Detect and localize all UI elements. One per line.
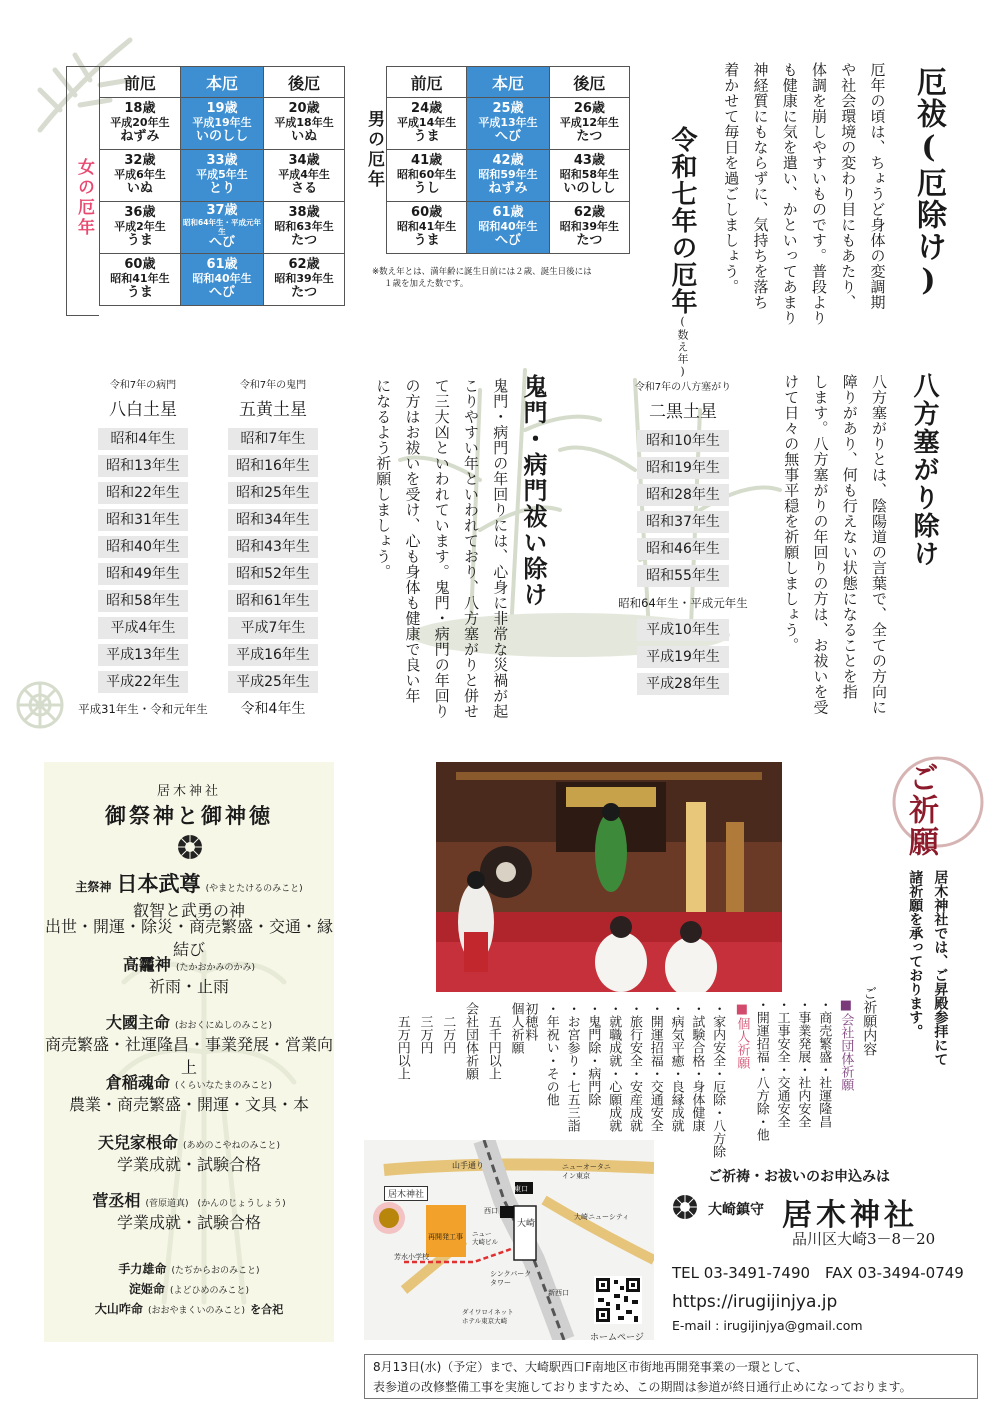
list-star-name: 八白土星 xyxy=(109,400,177,420)
table-cell: 37歳 昭和64年生・平成元年生 へび xyxy=(180,202,263,254)
table-cell: 32歳 平成6年生 いぬ xyxy=(100,150,181,202)
list-item: 昭和16年生 xyxy=(228,455,318,477)
yakubarai-title: 厄祓(厄除け) xyxy=(911,66,946,300)
kimon-year-list xyxy=(228,376,318,725)
header-ato: 後厄 xyxy=(549,67,629,98)
construction-notice xyxy=(364,1354,978,1399)
female-table-frame xyxy=(66,66,99,316)
deity-takaokami: 高龗神 (たかおかみのかみ) xyxy=(122,955,256,974)
map-label-osaki: 大崎 xyxy=(517,1219,536,1229)
list-item: 平成31年生・令和元年生 xyxy=(78,702,208,716)
table-row xyxy=(100,150,345,202)
list-item: 昭和37年生 xyxy=(637,511,729,533)
kimon-body: 鬼門・病門の年回りには、心身に非常な災禍が起 こりやすい年といわれており、八方塞がりと併せ て三大凶といわれています。鬼門・病門の年回り の方はお祓いを受け、心も身体も健康で良い年 になるよう祈願しましょう。 xyxy=(374,378,510,719)
chrysanthemum-crest-icon xyxy=(177,834,203,860)
shrine-sub-title: 居木神社 xyxy=(156,784,221,799)
deity-benefit: 農業・商売繁盛・開運・文具・本 xyxy=(68,1095,309,1114)
reiwa7-title-text: 令和七年の厄年 xyxy=(667,126,697,315)
list-item: 平成13年生 xyxy=(98,644,188,666)
yakubarai-body: 厄年の頃は、ちょうど身体の変調期 や社会環境の変わり目にもあたり、 体調を崩しやすいものです。普段より も健康に気を遣い、かといってあまり 神経質にもならずに、気持ちを落ち 着かせて毎日を過ごしましょう。 xyxy=(722,62,887,326)
list-item: 昭和43年生 xyxy=(228,536,318,558)
list-item: 昭和46年生 xyxy=(637,538,729,560)
table-header-row xyxy=(100,67,345,98)
table-header-row xyxy=(387,67,630,98)
table-cell: 18歳 平成20年生 ねずみ xyxy=(100,98,181,150)
header-mae: 前厄 xyxy=(100,67,181,98)
reiwa7-yakudoshi-title xyxy=(664,64,731,379)
table-cell: 60歳 昭和41年生 うま xyxy=(100,254,181,306)
table-cell: 36歳 平成2年生 うま xyxy=(100,202,181,254)
table-cell: 60歳 昭和41年生 うま xyxy=(387,202,467,254)
deity-oyamakui: 大山咋命 (おおやまくいのみこと) を合祀 xyxy=(94,1302,284,1316)
notice-line-2: 表参道の改修整備工事を実施しておりますため、この期間は参道が終日通行止めになっております。 xyxy=(373,1380,912,1394)
list-item: 昭和61年生 xyxy=(228,590,318,612)
main-deity-name: 日本武尊 xyxy=(116,871,201,896)
list-item: 平成16年生 xyxy=(228,644,318,666)
list-item: 昭和19年生 xyxy=(637,457,729,479)
table-row xyxy=(387,202,630,254)
list-item: 平成25年生 xyxy=(228,671,318,693)
qr-code-icon xyxy=(594,1276,642,1324)
map-label-east-exit: 東口 xyxy=(514,1185,528,1193)
map-label-shrine: 居木神社 xyxy=(384,1186,428,1201)
deity-tajikarao: 手力雄命 (たぢからおのみこと) xyxy=(118,1262,260,1276)
gokigan-cat1: ■会社団体祈願 xyxy=(838,998,854,1091)
table-cell: 26歳 平成12年生 たつ xyxy=(549,98,629,150)
map-label-redevelop: 再開発工事 xyxy=(428,1233,463,1241)
list-item: 平成22年生 xyxy=(98,671,188,693)
reiwa7-note: (数え年) xyxy=(676,315,689,379)
hp-label: ホームページ xyxy=(590,1333,644,1343)
contact-url[interactable]: https://irugijinjya.jp xyxy=(672,1292,838,1312)
footnote-line-2: １歳を加えた数です。 xyxy=(384,279,469,289)
table-cell: 33歳 平成5年生 とり xyxy=(180,150,263,202)
list-head-label: 令和7年の鬼門 xyxy=(239,380,307,391)
table-cell: 42歳 昭和59年生 ねずみ xyxy=(467,150,550,202)
main-deity xyxy=(44,868,334,898)
list-item: 昭和49年生 xyxy=(98,563,188,585)
male-table-label: 男の厄年 xyxy=(364,110,384,190)
list-item: 令和4年生 xyxy=(240,701,306,717)
gokigan-list-title: ご祈願内容 xyxy=(861,986,878,1056)
male-table-footnote xyxy=(372,266,592,290)
table-row xyxy=(100,202,345,254)
list-star-name: 五黄土星 xyxy=(239,400,307,420)
fee-body: 個人祈願 五千円以上 会社団体祈願 二万円 三万円 五万円以上 xyxy=(394,1002,524,1080)
main-deity-yomi: (やまとたけるのみこと) xyxy=(205,884,303,894)
table-row xyxy=(387,98,630,150)
list-item: 昭和22年生 xyxy=(98,482,188,504)
shrine-box-title: 御祭神と御神徳 xyxy=(105,803,273,828)
table-cell: 38歳 昭和63年生 たつ xyxy=(264,202,345,254)
prayer-ceremony-photo xyxy=(436,762,782,992)
deity-benefit: 商売繁盛・社運隆昌・事業発展・営業向上 xyxy=(44,1035,333,1077)
female-table-label: 女の厄年 xyxy=(74,158,94,238)
list-item: 昭和40年生 xyxy=(98,536,188,558)
list-item: 昭和52年生 xyxy=(228,563,318,585)
shrine-deities-box xyxy=(44,762,334,1342)
list-item: 平成10年生 xyxy=(637,619,729,641)
contact-tel-fax: TEL 03-3491-7490 FAX 03-3494-0749 xyxy=(672,1264,964,1282)
list-item: 昭和58年生 xyxy=(98,590,188,612)
shrine-address: 品川区大崎3－8－20 xyxy=(792,1230,936,1248)
main-deity-benefit-2: 出世・開運・除災・商売繁盛・交通・縁結び xyxy=(44,917,333,959)
header-mae: 前厄 xyxy=(387,67,467,98)
list-item: 平成19年生 xyxy=(637,646,729,668)
list-item: 昭和25年生 xyxy=(228,482,318,504)
map-label-think-park: シンクパーク タワー xyxy=(490,1270,532,1287)
header-ato: 後厄 xyxy=(264,67,345,98)
table-cell: 20歳 平成18年生 いぬ xyxy=(264,98,345,150)
gokigan-cat2-items: ・家内安全・厄除・八方除 ・試験合格・身体健康 ・病気平癒・良縁成就 ・開運招福・交通安全 ・旅行安全・安産成就 ・就職成就・心願成就 ・鬼門除・病門除 ・お宮参り・七五三詣 ・年祝い・その他 xyxy=(543,1002,726,1158)
main-deity-benefit-1: 叡智と武勇の神 xyxy=(132,901,245,920)
list-item: 昭和7年生 xyxy=(228,428,318,450)
gokigan-seal: ご祈願 xyxy=(903,762,938,858)
list-item: 昭和64年生・平成元年生 xyxy=(618,596,748,610)
table-cell: 61歳 昭和40年生 へび xyxy=(180,254,263,306)
table-row xyxy=(100,98,345,150)
deity-amenokoyane: 天兒家根命 (あめのこやねのみこと) xyxy=(97,1133,281,1152)
list-item: 昭和4年生 xyxy=(98,428,188,450)
list-item: 昭和10年生 xyxy=(637,430,729,452)
table-cell: 41歳 昭和60年生 うし xyxy=(387,150,467,202)
list-item: 昭和13年生 xyxy=(98,455,188,477)
list-star-name: 二黒土星 xyxy=(649,402,717,422)
table-cell: 34歳 平成4年生 さる xyxy=(264,150,345,202)
table-cell: 25歳 平成13年生 へび xyxy=(467,98,550,150)
table-cell: 61歳 昭和40年生 へび xyxy=(467,202,550,254)
table-cell: 62歳 昭和39年生 たつ xyxy=(264,254,345,306)
chrysanthemum-decoration xyxy=(10,670,70,740)
table-cell: 19歳 平成19年生 いのしし xyxy=(180,98,263,150)
happou-title: 八方塞がり除け xyxy=(909,372,939,568)
deity-benefit: 学業成就・試験合格 xyxy=(116,1213,261,1232)
byomon-year-list xyxy=(68,376,218,725)
fee-title: 初穂料 xyxy=(522,1002,538,1041)
notice-line-1: 8月13日(水)（予定）まで、大崎駅西口F南地区市街地再開発事業の一環として、 xyxy=(373,1360,808,1374)
contact-email[interactable]: E-mail : irugijinjya@gmail.com xyxy=(672,1318,863,1333)
happou-body: 八方塞がりとは、陰陽道の言葉で、全ての方向に 障りがあり、何も行えない状態になることを指 します。八方塞がりの年回りの方は、お祓いを受 けて日々の無事平穏を祈願しましょう。 xyxy=(782,374,888,715)
happou-year-list xyxy=(608,378,758,700)
gokigan-cat1-items: ・商売繁盛・社運隆昌 ・事業発展・社内安全 ・工事安全・交通安全 ・開運招福・八方除・他 xyxy=(753,998,832,1141)
deity-okuninushi: 大國主命 (おおくにぬしのみこと) xyxy=(105,1013,273,1032)
chrysanthemum-crest-icon xyxy=(672,1194,698,1220)
list-head-label: 令和7年の病門 xyxy=(109,380,177,391)
gokigan-cat2: ■個人祈願 xyxy=(734,1002,750,1069)
deity-kannojosho: 菅丞相 (菅原道真) (かんのじょうしょう) xyxy=(92,1191,286,1210)
header-hon: 本厄 xyxy=(180,67,263,98)
deity-benefit: 学業成就・試験合格 xyxy=(116,1155,261,1174)
list-item: 昭和55年生 xyxy=(637,565,729,587)
header-hon: 本厄 xyxy=(467,67,550,98)
map-label-yamanote: 山手通り xyxy=(452,1161,484,1170)
map-label-west-exit: 西口 xyxy=(484,1207,498,1215)
contact-lead: ご祈祷・お祓いのお申込みは xyxy=(708,1169,890,1185)
shrine-prefix: 大崎鎮守 xyxy=(708,1202,764,1218)
list-item: 昭和31年生 xyxy=(98,509,188,531)
kimon-title: 鬼門・病門祓い除け xyxy=(519,374,548,608)
deity-benefit: 祈雨・止雨 xyxy=(148,977,229,996)
table-row xyxy=(387,150,630,202)
deity-yodohime: 淀姫命 (よどひめのみこと) xyxy=(128,1282,250,1296)
list-item: 平成28年生 xyxy=(637,673,729,695)
table-cell: 24歳 平成14年生 うま xyxy=(387,98,467,150)
main-deity-label: 主祭神 xyxy=(75,880,112,894)
list-item: 平成7年生 xyxy=(228,617,318,639)
map-label-new-osaki: ニュー 大崎ビル xyxy=(472,1230,498,1246)
list-head-label: 令和7年の八方塞がり xyxy=(634,382,732,393)
list-item: 昭和34年生 xyxy=(228,509,318,531)
map-label-new-otani: ニューオータニ イン東京 xyxy=(562,1163,611,1180)
list-item: 平成4年生 xyxy=(98,617,188,639)
map-label-osaki-newcity: 大崎ニューシティ xyxy=(574,1213,630,1221)
table-row xyxy=(100,254,345,306)
gokigan-intro: 居木神社では、ご昇殿参拝にて 諸祈願を承っております。 xyxy=(907,870,949,1066)
female-yakudoshi-table xyxy=(99,66,345,306)
shrine-name: 居木神社 xyxy=(782,1198,918,1233)
map-label-daiwa: ダイワロイネット ホテル東京大崎 xyxy=(462,1308,514,1325)
map-label-new-west: 新西口 xyxy=(548,1289,569,1297)
deity-kurainatama: 倉稲魂命 (くらいなたまのみこと) xyxy=(105,1073,273,1092)
table-cell: 43歳 昭和58年生 いのしし xyxy=(549,150,629,202)
male-yakudoshi-table xyxy=(386,66,630,254)
map-label-school: 芳水小学校 xyxy=(394,1253,429,1261)
list-item: 昭和28年生 xyxy=(637,484,729,506)
table-cell: 62歳 昭和39年生 たつ xyxy=(549,202,629,254)
footnote-line-1: ※数え年とは、満年齢に誕生日前には２歳、誕生日後には xyxy=(372,267,592,277)
